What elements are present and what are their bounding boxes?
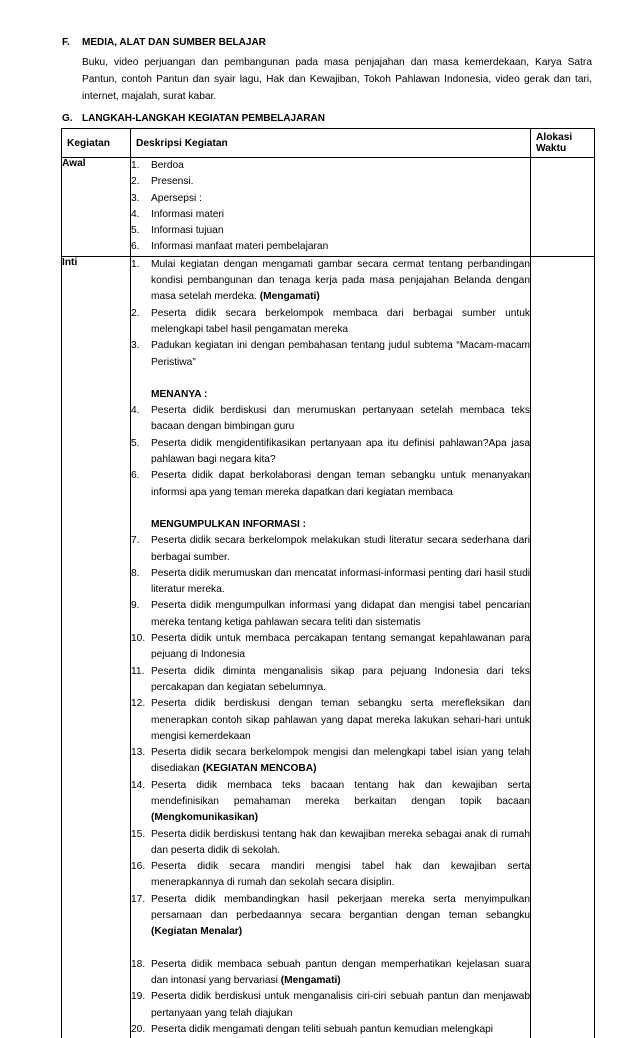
list-item-text: Peserta didik berdiskusi untuk menganalisis ciri-ciri sebuah pantun dan menjawab pertanyaan yang telah diajukan (151, 991, 530, 1019)
list-item-number: 2. (131, 176, 140, 188)
list-item-number: 8. (131, 567, 140, 579)
list-item (131, 468, 530, 501)
list-item-text: Peserta didik berdiskusi dengan teman sebangku serta merefleksikan dan menerapkan contoh sikap pahlawan yang dapat mereka lakukan sehari-hari untuk mengisi kemerdekaan (151, 698, 530, 742)
list-item-number: 4. (131, 208, 140, 220)
list-item-text: Peserta didik secara berkelompok melakukan studi literatur secara sederhana dari berbagai sumber. (151, 535, 530, 563)
list-item-number: 14. (131, 779, 146, 791)
list-item-text: Peserta didik diminta menganalisis sikap para pejuang Indonesia dari teks percakapan dan kegiatan sebelumnya. (151, 665, 530, 693)
mengumpulkan-heading: MENGUMPULKAN INFORMASI : (151, 518, 307, 530)
list-item-text: Informasi materi (151, 208, 225, 220)
list-item (131, 745, 530, 778)
list-item-number: 3. (131, 340, 140, 352)
list-item (131, 892, 530, 941)
section-g-title: LANGKAH-LANGKAH KEGIATAN PEMBELAJARAN (82, 113, 325, 124)
list-item-text: Peserta didik secara mandiri mengisi tabel hak dan kewajiban serta menerapkannya di rumah dan sekolah secara disiplin. (151, 861, 530, 889)
awal-description (131, 158, 531, 257)
list-item (131, 223, 530, 239)
header-deskripsi: Deskripsi Kegiatan (131, 129, 531, 158)
list-item-text: Peserta didik mengamati dengan teliti sebuah pantun kemudian melengkapi (151, 1023, 494, 1035)
list-item-text: Peserta didik untuk membaca percakapan tentang semangat kepahlawanan para pejuang di Indonesia (151, 633, 530, 661)
list-item-text: Peserta didik secara berkelompok mengisi dan melengkapi tabel isian yang telah disediakan (151, 747, 530, 775)
list-item-text: Peserta didik membaca sebuah pantun dengan memperhatikan kejelasan suara dan intonasi yang bervariasi (151, 958, 530, 986)
list-item-number: 10. (131, 633, 146, 645)
list-item-tag: (Mengkomunikasikan) (151, 812, 258, 824)
list-item-number: 15. (131, 828, 146, 840)
list-item-tag: (Mengamati) (280, 974, 341, 986)
list-item (131, 859, 530, 892)
section-f-text: Buku, video perjuangan dan pembangunan pada masa penjajahan dan masa kemerdekaan, Karya Satra Pantun, contoh Pantun dan syair lagu, Hak dan Kewajiban, Tokoh Pahlawan Indonesia, video gerak dan tari, internet, majalah, surat kabar. (82, 57, 592, 102)
list-item-text: Mulai kegiatan dengan mengamati gambar secara cermat tentang perbandingan kondisi pembangunan dan tenaga kerja pada masa penjajahan Belanda dengan masa setelah merdeka. (151, 258, 530, 303)
list-item (131, 989, 530, 1022)
section-g-heading (62, 113, 325, 124)
awal-label: Awal (62, 158, 131, 257)
awal-steps-list (131, 158, 530, 256)
inti-steps-group-1 (131, 257, 530, 371)
list-item-text: Peserta didik membaca teks bacaan tentang hak dan kewajiban serta mendefinisikan pemahaman mereka berkaitan dengan topik bacaan (151, 779, 530, 807)
list-item (131, 1022, 530, 1038)
list-item-number: 3. (131, 192, 140, 204)
awal-time (531, 158, 595, 257)
list-item-text: Peserta didik secara berkelompok membaca dari berbagai sumber untuk melengkapi tabel hasil pengamatan mereka (151, 307, 530, 335)
list-item-number: 5. (131, 437, 140, 449)
list-item-text: Peserta didik merumuskan dan mencatat informasi-informasi penting dari hasil studi literatur mereka. (151, 567, 530, 596)
section-g-letter: G. (62, 113, 73, 124)
list-item-text: Peserta didik berdiskusi dan merumuskan pertanyaan setelah membaca teks bacaan dengan bimbingan guru (151, 405, 530, 433)
list-item-number: 11. (131, 665, 145, 677)
inti-time (531, 256, 595, 1038)
inti-steps-group-2 (131, 403, 530, 501)
list-item (131, 631, 530, 664)
list-item (131, 239, 530, 255)
list-item-text: Peserta didik berdiskusi tentang hak dan kewajiban mereka sebagai anak di rumah dan peserta didik di sekolah. (151, 828, 530, 856)
list-item-number: 20. (131, 1023, 146, 1035)
table-header-row (62, 129, 595, 158)
list-item-tag: (KEGIATAN MENCOBA) (202, 763, 317, 775)
list-item-text: Peserta didik mengidentifikasikan pertanyaan apa itu definisi pahlawan?Apa jasa pahlawan bagi negara kita? (151, 437, 530, 466)
inti-steps-group-4 (131, 957, 530, 1038)
list-item-number: 17. (131, 893, 146, 905)
list-item-tag: (Mengamati) (259, 291, 320, 303)
list-item (131, 533, 530, 566)
section-f-letter: F. (62, 37, 70, 48)
list-item-number: 6. (131, 470, 140, 482)
list-item-number: 13. (131, 747, 146, 759)
section-f-heading (62, 37, 266, 48)
list-item-text: Informasi tujuan (151, 225, 224, 237)
list-item-text: Apersepsi : (151, 192, 202, 204)
list-item-number: 1. (131, 258, 140, 270)
list-item-number: 4. (131, 405, 140, 417)
section-f-title: MEDIA, ALAT DAN SUMBER BELAJAR (82, 37, 266, 48)
list-item (131, 257, 530, 306)
list-item (131, 191, 530, 207)
list-item-text: Peserta didik dapat berkolaborasi dengan teman sebangku untuk menanyakan informsi apa yang teman mereka dapatkan dari kegiatan membaca (151, 470, 530, 498)
spacer (131, 941, 530, 957)
list-item (131, 778, 530, 827)
list-item-number: 18. (131, 958, 146, 970)
list-item (131, 158, 530, 174)
list-item-text: Presensi. (151, 176, 194, 188)
list-item (131, 566, 530, 599)
list-item (131, 338, 530, 371)
header-kegiatan: Kegiatan (62, 129, 131, 158)
list-item-number: 5. (131, 225, 140, 237)
list-item-number: 2. (131, 307, 140, 319)
list-item (131, 696, 530, 745)
list-item (131, 436, 530, 469)
activities-table (61, 128, 595, 1038)
list-item-number: 1. (131, 160, 140, 171)
list-item-text: Padukan kegiatan ini dengan pembahasan tentang judul subtema “Macam-macam Peristiwa” (151, 340, 530, 368)
list-item-number: 9. (131, 600, 140, 612)
list-item-text: Peserta didik mengumpulkan informasi yang didapat dan mengisi tabel pencarian mereka tentang ketiga pahlawan secara teliti dan sistematis (151, 600, 530, 628)
list-item (131, 403, 530, 436)
list-item-text: Berdoa (151, 160, 184, 171)
list-item-number: 16. (131, 861, 146, 873)
list-item-tag: (Kegiatan Menalar) (151, 926, 243, 938)
list-item (131, 207, 530, 223)
list-item (131, 306, 530, 339)
list-item (131, 827, 530, 860)
list-item-number: 7. (131, 535, 140, 547)
list-item (131, 174, 530, 190)
table-row-awal (62, 158, 595, 257)
list-item-number: 19. (131, 991, 146, 1003)
list-item-text: Peserta didik membandingkan hasil pekerjaan mereka serta menyimpulkan persamaan dan perbedaannya secara bergantian dengan teman sebangku (151, 893, 530, 922)
inti-label: Inti (62, 256, 131, 1038)
list-item-text: Informasi manfaat materi pembelajaran (151, 241, 329, 253)
inti-description (131, 256, 531, 1038)
list-item (131, 664, 530, 697)
list-item-number: 12. (131, 698, 146, 710)
list-item-number: 6. (131, 241, 140, 253)
menanya-heading: MENANYA : (151, 388, 208, 400)
list-item (131, 598, 530, 631)
table-row-inti (62, 256, 595, 1038)
header-alokasi: Alokasi Waktu (531, 129, 595, 158)
inti-steps-group-3 (131, 533, 530, 940)
list-item (131, 957, 530, 990)
